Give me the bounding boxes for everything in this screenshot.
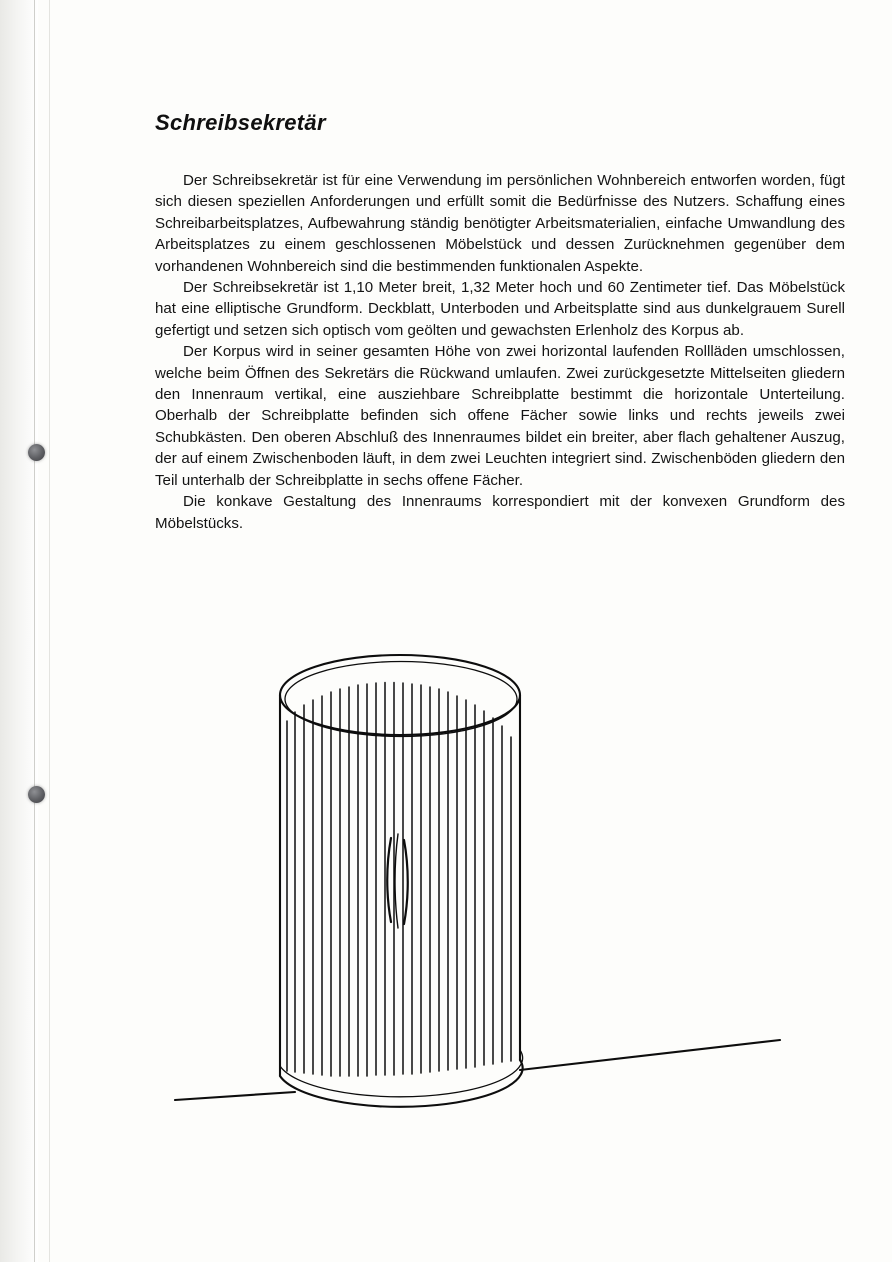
paragraph-1: Der Schreibsekretär ist für eine Verwendung im persönlichen Wohnbereich entworfen worden, fügt sich diesen speziellen Anforderungen und erfüllt somit die Bedürfnisse des Nutzers. Schaffung eines Schreibarbeitsplatzes, Aufbewahrung ständig benötigter Arbeitsmaterialien, einfache Umwandlung des Arbeitsplatzes zu einem geschlossenen Möbelstück und dessen Zurücknehmen gegenüber dem vorhandenen Wohnbereich sind die bestimmenden funktionalen Aspekte. [155,172,845,275]
body-text [155,170,845,534]
paragraph-3: Der Korpus wird in seiner gesamten Höhe von zwei horizontal laufenden Rollläden umschlossen, welche beim Öffnen des Sekretärs die Rückwand umlaufen. Zwei zurückgesetzte Mittelseiten gliedern den Innenraum vertikal, eine ausziehbare Schreibplatte bestimmt die horizontale Unterteilung. Oberhalb der Schreibplatte befinden sich offene Fächer sowie links und rechts jeweils zwei Schubkästen. Den oberen Abschluß des Innenraumes bildet ein breiter, aber flach gehaltener Auszug, der auf einem Zwischenboden läuft, in dem zwei Leuchten integriert sind. Zwischenböden gliedern den Teil unterhalb der Schreibplatte in sechs offene Fächer. [155,343,845,489]
scan-edge-line [34,0,35,1262]
scan-edge-shadow [0,0,38,1262]
scan-edge-line-secondary [49,0,50,1262]
base-front-arc [280,1060,523,1107]
floor-line-right [520,1040,780,1070]
hole-punch-icon [28,786,45,803]
shutter-slats [287,683,511,1077]
page-title: Schreibsekretär [155,109,326,135]
paragraph-2: Der Schreibsekretär ist 1,10 Meter breit, 1,32 Meter hoch und 60 Zentimeter tief. Das Möbelstück hat eine elliptische Grundform. Deckblatt, Unterboden und Arbeitsplatte sind aus dunkelgrauem Surell gefertigt und setzen sich optisch vom geölten und gewachsten Erlenholz des Korpus ab. [155,279,845,339]
furniture-line-drawing [120,620,840,1160]
base-board-line [280,1050,523,1097]
floor-line-left [175,1092,295,1100]
figure-schreibsekretaer [120,620,840,1160]
paragraph-4: Die konkave Gestaltung des Innenraums korrespondiert mit der konvexen Grundform des Möbelstücks. [155,493,845,532]
handle-detail [387,834,408,928]
hole-punch-icon [28,444,45,461]
top-lid-inner [285,662,517,737]
